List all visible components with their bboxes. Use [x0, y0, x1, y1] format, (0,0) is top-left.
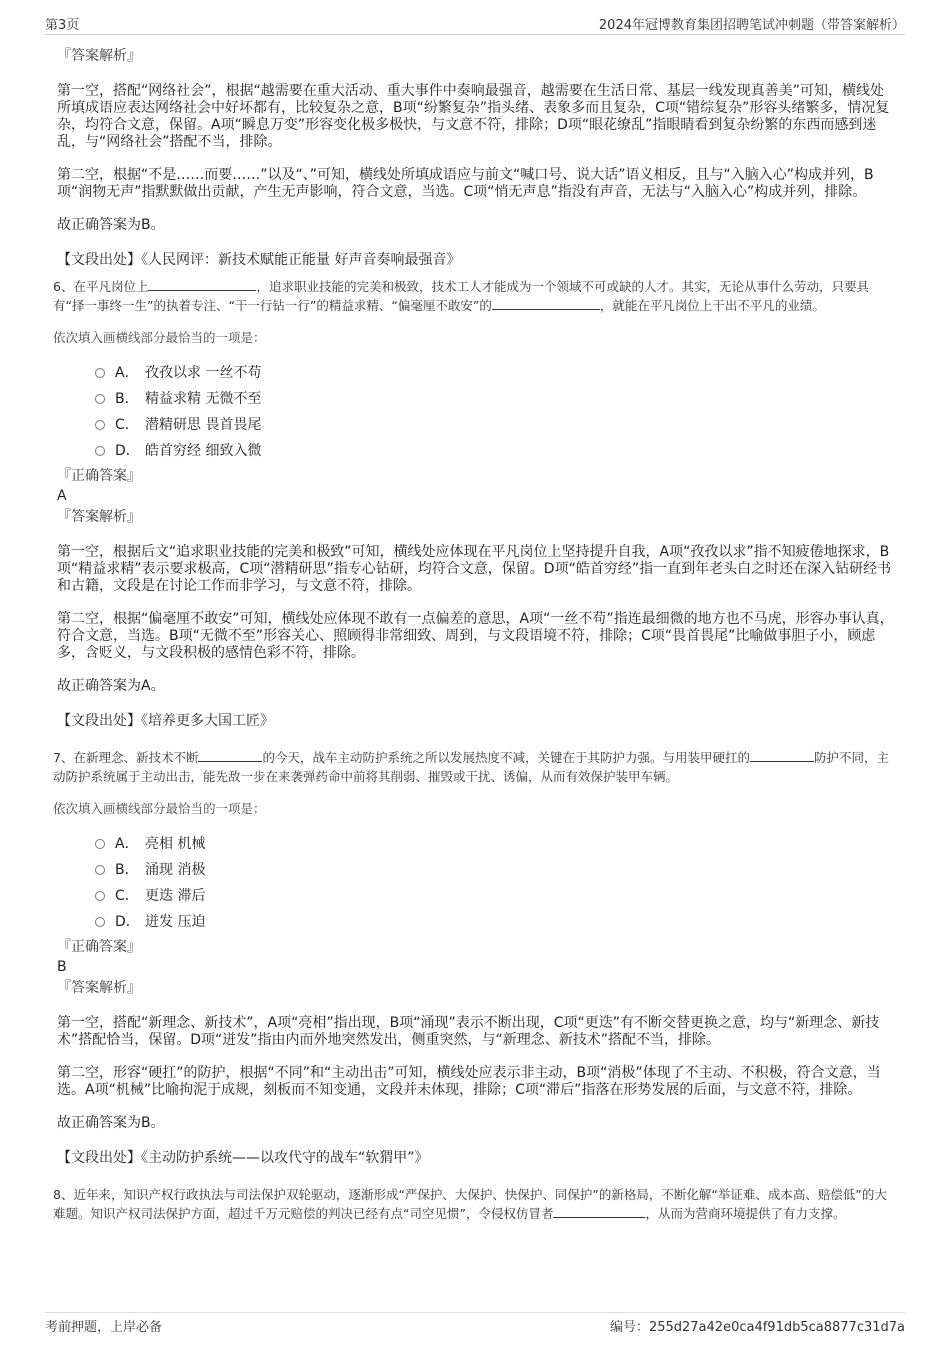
question-number: 7、: [53, 750, 74, 765]
question-prompt: 依次填入画横线部分最恰当的一项是：: [53, 330, 266, 345]
radio-icon[interactable]: [95, 420, 105, 430]
option-b[interactable]: B． 涌现 消极: [95, 857, 897, 883]
correct-answer: B: [57, 959, 67, 975]
question-7-options: [95, 831, 897, 935]
radio-icon[interactable]: [95, 891, 105, 901]
document-title: 2024年冠博教育集团招聘笔试冲刺题（带答案解析）: [598, 18, 905, 33]
correct-answer: A: [57, 488, 67, 504]
page-header: [45, 12, 905, 35]
question-prompt: 依次填入画横线部分最恰当的一项是：: [53, 801, 266, 816]
page-footer: [45, 1312, 905, 1335]
radio-icon[interactable]: [95, 446, 105, 456]
question-number: 6、: [53, 279, 74, 294]
option-c[interactable]: C． 潜精研思 畏首畏尾: [95, 412, 897, 438]
option-a[interactable]: A． 亮相 机械: [95, 831, 897, 857]
question-6-stem: 6、在平凡岗位上 ，追求职业技能的完美和极致，技术工人才能成为一个领域不可或缺的人才。其实，无论从事什么劳动，只要具有“择一事终一生”的执着专注、“干一行钻一行”的精益求精、“偏毫厘不敢安”的 ，就能在平凡岗位上干出不平凡的业绩。: [53, 279, 869, 313]
source-citation: 【文段出处】《人民网评：新技术赋能正能量 好声音奏响最强音》: [57, 252, 461, 268]
page-number: 第3页: [45, 18, 80, 33]
question-8-stem: 8、近年来，知识产权行政执法与司法保护双轮驱动，逐渐形成“严保护、大保护、快保护、同保护”的新格局，不断化解“举证难、成本高、赔偿低”的大难题。知识产权司法保护方面，超过千万元赔偿的判决已经有点“司空见惯”，令侵权仿冒者 ，从而为营商环境提供了有力支撑。: [53, 1187, 887, 1221]
correct-answer-label: 『正确答案』: [57, 939, 141, 955]
document-code: 编号：255d27a42e0ca4f91db5ca8877c31d7a: [609, 1320, 905, 1335]
blank: [553, 1205, 645, 1218]
option-d[interactable]: D． 迸发 压迫: [95, 909, 897, 935]
conclusion: 故正确答案为B。: [57, 1115, 165, 1131]
blank: [492, 297, 600, 310]
conclusion: 故正确答案为B。: [57, 217, 165, 233]
footer-slogan: 考前押题，上岸必备: [45, 1320, 163, 1335]
option-a[interactable]: A． 孜孜以求 一丝不苟: [95, 360, 897, 386]
analysis-paragraph: 第一空，根据后文“追求职业技能的完美和极致”可知，横线处应体现在平凡岗位上坚持提升自我，A项“孜孜以求”指不知疲倦地探求，B项“精益求精”表示要求极高，C项“潜精研思”指专心钻研，均符合文意，保留。D项“皓首穷经”指一直到年老头白之时还在深入钻研经书和古籍，文段是在讨论工作而非学习，与文意不符，排除。: [57, 544, 892, 594]
analysis-paragraph: 第一空，搭配“新理念、新技术”，A项“亮相”指出现，B项“涌现”表示不断出现，C项“更迭”有不断交替更换之意，均与“新理念、新技术”搭配恰当，保留。D项“迸发”指由内而外地突然发出，侧重突然，与“新理念、新技术”搭配不当，排除。: [57, 1015, 880, 1048]
radio-icon[interactable]: [95, 368, 105, 378]
correct-answer-label: 『正确答案』: [57, 468, 141, 484]
analysis-label: 『答案解析』: [57, 980, 141, 996]
analysis-label: 『答案解析』: [57, 48, 141, 64]
source-citation: 【文段出处】《培养更多大国工匠》: [57, 713, 274, 729]
page-content: [55, 44, 897, 1223]
option-c[interactable]: C． 更迭 滞后: [95, 883, 897, 909]
radio-icon[interactable]: [95, 865, 105, 875]
blank: [148, 278, 256, 291]
radio-icon[interactable]: [95, 394, 105, 404]
radio-icon[interactable]: [95, 917, 105, 927]
analysis-label: 『答案解析』: [57, 509, 141, 525]
blank: [198, 749, 262, 762]
conclusion: 故正确答案为A。: [57, 678, 165, 694]
blank: [750, 749, 814, 762]
source-citation: 【文段出处】《主动防护系统——以攻代守的战车“软猬甲”》: [57, 1150, 429, 1166]
analysis-paragraph: 第一空，搭配“网络社会”，根据“越需要在重大活动、重大事件中奏响最强音，越需要在生活日常、基层一线发现真善美”可知，横线处所填成语应表达网络社会中好坏都有，比较复杂之意，B项“纷繁复杂”指头绪、表象多而且复杂，C项“错综复杂”形容头绪繁多，情况复杂，均符合文意，保留。A项“瞬息万变”形容变化极多极快，与文意不符，排除；D项“眼花缭乱”指眼睛看到复杂纷繁的东西而感到迷乱，与“网络社会”搭配不当，排除。: [57, 83, 890, 150]
question-7-stem: 7、在新理念、新技术不断 的今天，战车主动防护系统之所以发展热度不减，关键在于其防护力强。与用装甲硬扛的 防护不同，主动防护系统属于主动出击，能先敌一步在来袭弹药命中前将其削弱、摧毁或干扰、诱偏，从而有效保护装甲车辆。: [53, 750, 889, 784]
radio-icon[interactable]: [95, 839, 105, 849]
analysis-paragraph: 第二空，形容“硬扛”的防护，根据“不同”和“主动出击”可知，横线处应表示非主动，B项“消极”体现了不主动、不积极，符合文意，当选。A项“机械”比喻拘泥于成规，刻板而不知变通，文段并未体现，排除；C项“滞后”指落在形势发展的后面，与文意不符，排除。: [57, 1065, 881, 1098]
option-b[interactable]: B． 精益求精 无微不至: [95, 386, 897, 412]
analysis-paragraph: 第二空，根据“不是……而要……”以及“、”可知，横线处所填成语应与前文“喊口号、说大话”语义相反，且与“入脑入心”构成并列，B项“润物无声”指默默做出贡献，产生无声影响，符合文意，当选。C项“悄无声息”指没有声音，无法与“入脑入心”构成并列，排除。: [57, 167, 874, 200]
question-6-options: [95, 360, 897, 464]
option-d[interactable]: D． 皓首穷经 细致入微: [95, 438, 897, 464]
analysis-paragraph: 第二空，根据“偏毫厘不敢安”可知，横线处应体现不敢有一点偏差的意思，A项“一丝不苟”指连最细微的地方也不马虎，形容办事认真，符合文意，当选。B项“无微不至”形容关心、照顾得非常细致、周到，与文段语境不符，排除；C项“畏首畏尾”比喻做事胆子小，顾虑多，含贬义，与文段积极的感情色彩不符，排除。: [57, 611, 894, 661]
question-number: 8、: [53, 1187, 74, 1202]
